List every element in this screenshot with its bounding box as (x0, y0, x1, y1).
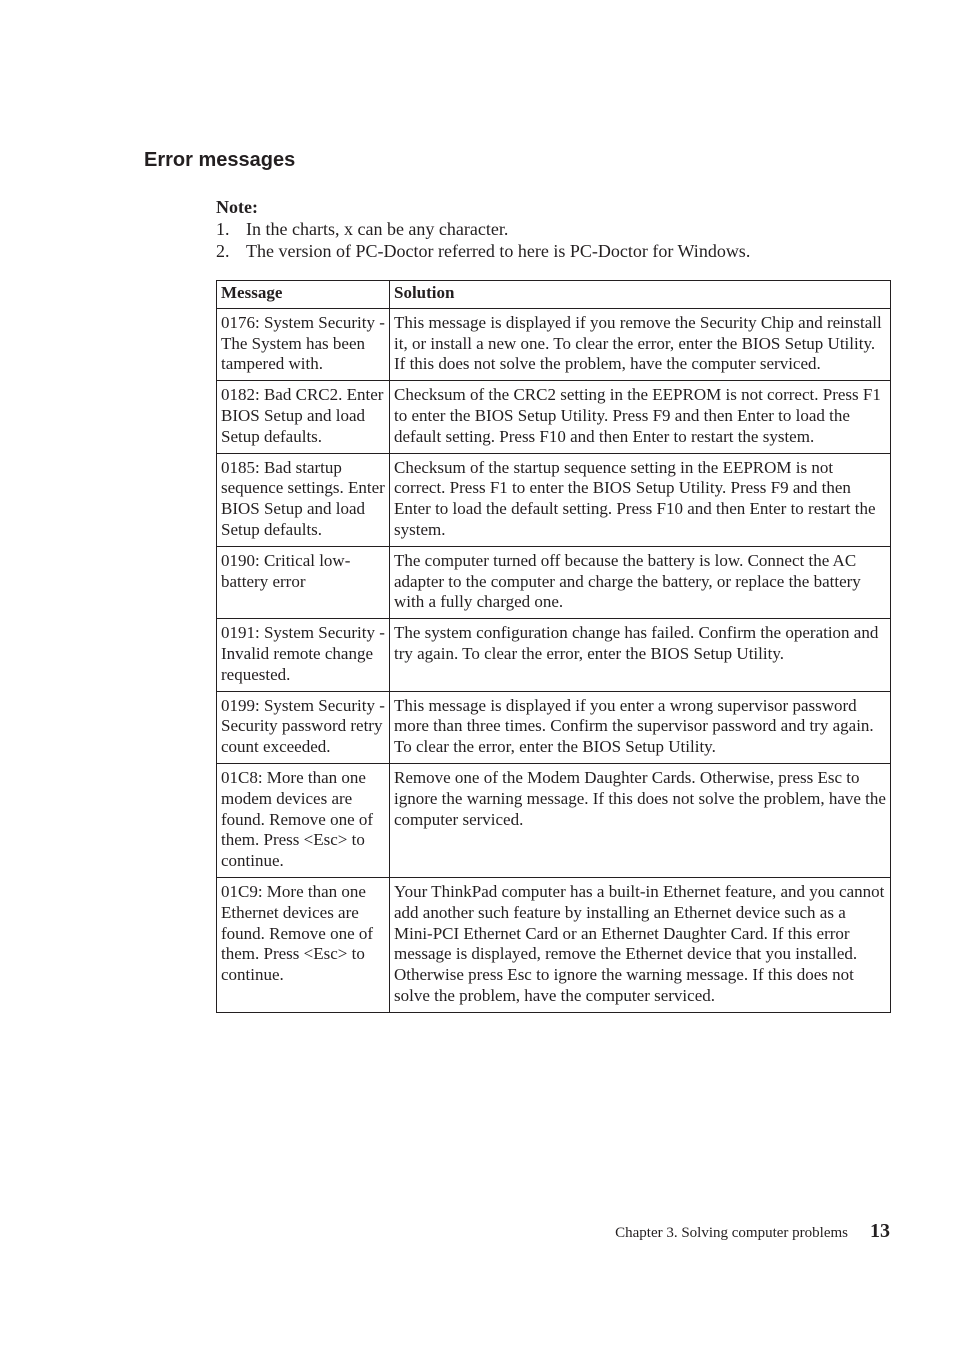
table-row (217, 453, 891, 546)
table-row (217, 691, 891, 763)
note-item-number: 2. (216, 241, 230, 261)
column-header-message: Message (217, 281, 390, 309)
table-row (217, 763, 891, 877)
note-item-text: The version of PC-Doctor referred to here is PC-Doctor for Windows. (246, 241, 751, 261)
note-item (216, 240, 890, 262)
table-row (217, 381, 891, 453)
table-row (217, 546, 891, 618)
message-cell: 0199: System Security - Security password retry count exceeded. (217, 691, 390, 763)
message-cell: 0176: System Security - The System has been tampered with. (217, 308, 390, 380)
solution-cell: Remove one of the Modem Daughter Cards. Otherwise, press Esc to ignore the warning message. If this does not solve the problem, have the computer serviced. (390, 763, 891, 877)
message-cell: 01C9: More than one Ethernet devices are found. Remove one of them. Press <Esc> to continue. (217, 877, 390, 1012)
solution-cell: Checksum of the CRC2 setting in the EEPROM is not correct. Press F1 to enter the BIOS Setup Utility. Press F9 and then Enter to load the default setting. Press F10 and then Enter to restart the system. (390, 381, 891, 453)
solution-cell: This message is displayed if you remove the Security Chip and reinstall it, or install a new one. To clear the error, enter the BIOS Setup Utility. If this does not solve the problem, have the computer serviced. (390, 308, 891, 380)
section-title: Error messages (144, 149, 296, 171)
note-item-text: In the charts, x can be any character. (246, 219, 509, 239)
page-footer (615, 1220, 890, 1243)
message-cell: 01C8: More than one modem devices are found. Remove one of them. Press <Esc> to continue. (217, 763, 390, 877)
footer-chapter-title: Chapter 3. Solving computer problems (615, 1225, 848, 1241)
note-list (216, 218, 890, 262)
error-messages-table (216, 280, 891, 1013)
note-block (216, 196, 890, 262)
solution-cell: The system configuration change has failed. Confirm the operation and try again. To clear the error, enter the BIOS Setup Utility. (390, 619, 891, 691)
note-label: Note: (216, 197, 258, 217)
table-row (217, 877, 891, 1012)
message-cell: 0185: Bad startup sequence settings. Enter BIOS Setup and load Setup defaults. (217, 453, 390, 546)
note-item-number: 1. (216, 219, 230, 239)
table-header-row (217, 281, 891, 309)
solution-cell: Your ThinkPad computer has a built-in Ethernet feature, and you cannot add another such feature by installing an Ethernet device such as a Mini-PCI Ethernet Card or an Ethernet Daughter Card. If this error message is displayed, remove the Ethernet device that you installed. Otherwise press Esc to ignore the warning message. If this does not solve the problem, have the computer serviced. (390, 877, 891, 1012)
note-item (216, 218, 890, 240)
message-cell: 0182: Bad CRC2. Enter BIOS Setup and load Setup defaults. (217, 381, 390, 453)
table-row (217, 308, 891, 380)
solution-cell: This message is displayed if you enter a wrong supervisor password more than three times. Confirm the supervisor password and try again. To clear the error, enter the BIOS Setup Utility. (390, 691, 891, 763)
column-header-solution: Solution (390, 281, 891, 309)
solution-cell: Checksum of the startup sequence setting in the EEPROM is not correct. Press F1 to enter the BIOS Setup Utility. Press F9 and then Enter to load the default setting. Press F10 and then Enter to restart the system. (390, 453, 891, 546)
message-cell: 0190: Critical low-battery error (217, 546, 390, 618)
solution-cell: The computer turned off because the battery is low. Connect the AC adapter to the computer and charge the battery, or replace the battery with a fully charged one. (390, 546, 891, 618)
message-cell: 0191: System Security - Invalid remote change requested. (217, 619, 390, 691)
table-row (217, 619, 891, 691)
page-number: 13 (870, 1220, 890, 1242)
